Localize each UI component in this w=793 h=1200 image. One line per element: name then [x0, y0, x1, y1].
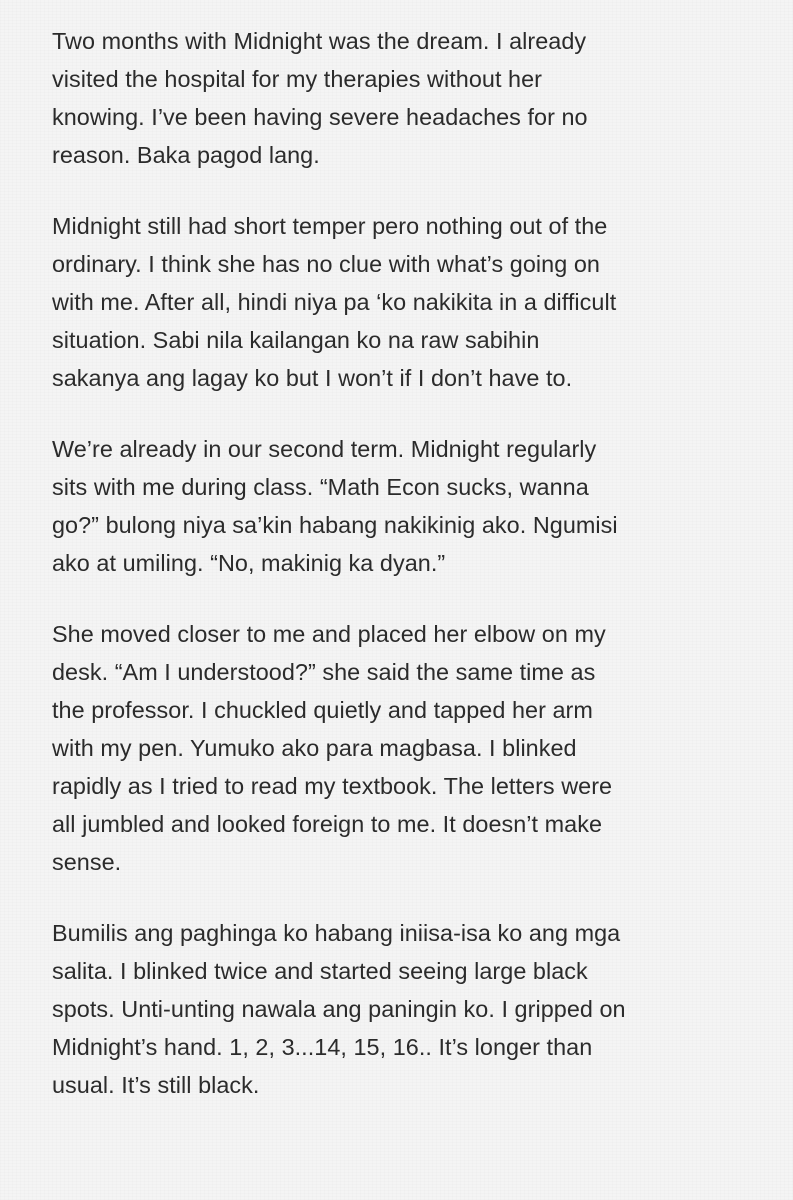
paragraph-3	[52, 430, 753, 582]
paragraph-4	[52, 615, 753, 881]
paragraph-1	[52, 22, 753, 174]
text-line: situation. Sabi nila kailangan ko na raw sabihin	[52, 327, 540, 353]
paragraph-2	[52, 207, 753, 397]
text-line: the professor. I chuckled quietly and tapped her arm	[52, 697, 593, 723]
text-line: reason. Baka pagod lang.	[52, 142, 320, 168]
text-line: sakanya ang lagay ko but I won’t if I don’t have to.	[52, 365, 573, 391]
text-line: ordinary. I think she has no clue with what’s going on	[52, 251, 600, 277]
text-line: go?” bulong niya sa’kin habang nakikinig ako. Ngumisi	[52, 512, 618, 538]
text-line: desk. “Am I understood?” she said the same time as	[52, 659, 596, 685]
text-line: salita. I blinked twice and started seeing large black	[52, 958, 588, 984]
text-line: Bumilis ang paghinga ko habang iniisa-isa ko ang mga	[52, 920, 621, 946]
text-line: Midnight still had short temper pero nothing out of the	[52, 213, 608, 239]
paragraph-5	[52, 914, 753, 1104]
text-line: visited the hospital for my therapies without her	[52, 66, 542, 92]
text-line: knowing. I’ve been having severe headaches for no	[52, 104, 588, 130]
text-line: We’re already in our second term. Midnight regularly	[52, 436, 597, 462]
text-line: with me. After all, hindi niya pa ‘ko nakikita in a difficult	[52, 289, 617, 315]
text-line: usual. It’s still black.	[52, 1072, 260, 1098]
text-line: Midnight’s hand. 1, 2, 3...14, 15, 16.. It’s longer than	[52, 1034, 593, 1060]
text-line: rapidly as I tried to read my textbook. The letters were	[52, 773, 613, 799]
text-line: Two months with Midnight was the dream. I already	[52, 28, 587, 54]
text-line: spots. Unti-unting nawala ang paningin ko. I gripped on	[52, 996, 626, 1022]
text-line: sits with me during class. “Math Econ sucks, wanna	[52, 474, 589, 500]
text-line: ako at umiling. “No, makinig ka dyan.”	[52, 550, 446, 576]
text-line: all jumbled and looked foreign to me. It doesn’t make	[52, 811, 603, 837]
text-line: sense.	[52, 849, 122, 875]
text-line: She moved closer to me and placed her elbow on my	[52, 621, 606, 647]
text-line: with my pen. Yumuko ako para magbasa. I blinked	[52, 735, 577, 761]
